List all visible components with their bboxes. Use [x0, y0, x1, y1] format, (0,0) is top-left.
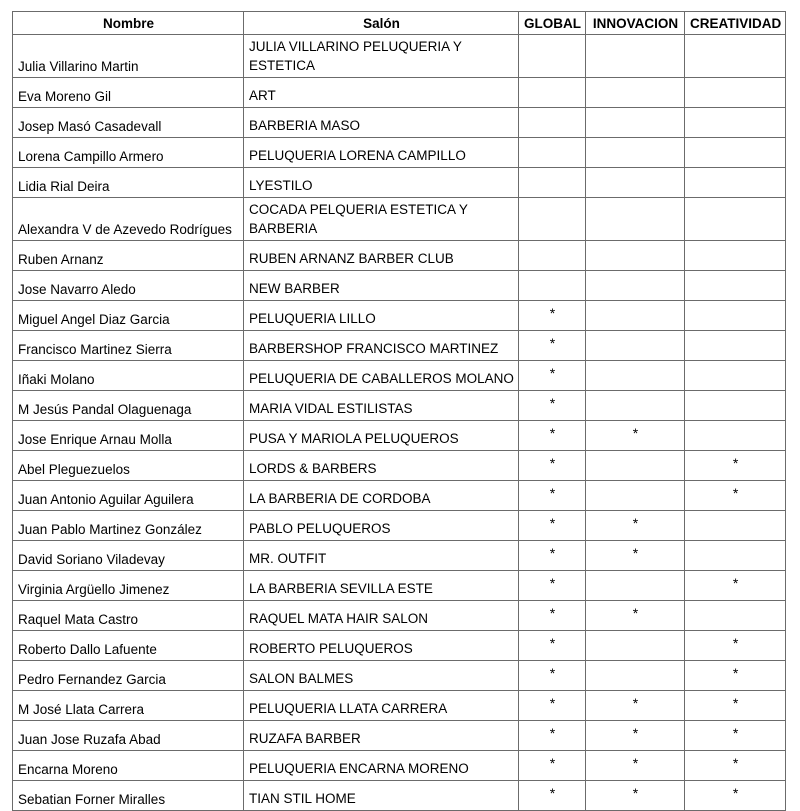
cell-innovacion [586, 571, 685, 601]
table-row [13, 301, 786, 331]
cell-innovacion [586, 241, 685, 271]
cell-global: * [519, 511, 586, 541]
header-creatividad: CREATIVIDAD [685, 12, 786, 35]
cell-innovacion [586, 78, 685, 108]
cell-nombre: Encarna Moreno [13, 751, 244, 781]
cell-nombre: Francisco Martinez Sierra [13, 331, 244, 361]
header-row [13, 12, 786, 35]
cell-global: * [519, 571, 586, 601]
cell-salon: RAQUEL MATA HAIR SALON [244, 601, 519, 631]
cell-global: * [519, 361, 586, 391]
cell-creatividad: * [685, 721, 786, 751]
cell-nombre: M José Llata Carrera [13, 691, 244, 721]
table-row [13, 571, 786, 601]
cell-global: * [519, 301, 586, 331]
header-salon: Salón [244, 12, 519, 35]
cell-creatividad [685, 541, 786, 571]
cell-creatividad [685, 198, 786, 241]
table-row [13, 108, 786, 138]
cell-creatividad: * [685, 661, 786, 691]
header-global: GLOBAL [519, 12, 586, 35]
cell-salon: NEW BARBER [244, 271, 519, 301]
table-row [13, 751, 786, 781]
cell-creatividad [685, 271, 786, 301]
cell-salon: PELUQUERIA ENCARNA MORENO [244, 751, 519, 781]
cell-innovacion [586, 271, 685, 301]
cell-nombre: Abel Pleguezuelos [13, 451, 244, 481]
cell-creatividad [685, 241, 786, 271]
cell-global: * [519, 601, 586, 631]
table-row [13, 35, 786, 78]
cell-global [519, 108, 586, 138]
cell-innovacion [586, 361, 685, 391]
cell-creatividad: * [685, 751, 786, 781]
table-row [13, 361, 786, 391]
cell-salon: JULIA VILLARINO PELUQUERIA Y ESTETICA [244, 35, 519, 78]
cell-creatividad [685, 138, 786, 168]
header-nombre: Nombre [13, 12, 244, 35]
table-row [13, 631, 786, 661]
cell-salon: LA BARBERIA SEVILLA ESTE [244, 571, 519, 601]
cell-innovacion [586, 108, 685, 138]
cell-creatividad [685, 78, 786, 108]
table-row [13, 78, 786, 108]
cell-salon: ART [244, 78, 519, 108]
cell-salon: LORDS & BARBERS [244, 451, 519, 481]
cell-creatividad [685, 108, 786, 138]
cell-salon: PELUQUERIA LORENA CAMPILLO [244, 138, 519, 168]
cell-salon: SALON BALMES [244, 661, 519, 691]
cell-innovacion: * [586, 721, 685, 751]
cell-nombre: Iñaki Molano [13, 361, 244, 391]
cell-salon: MR. OUTFIT [244, 541, 519, 571]
cell-nombre: Pedro Fernandez Garcia [13, 661, 244, 691]
cell-creatividad [685, 331, 786, 361]
cell-nombre: Miguel Angel Diaz Garcia [13, 301, 244, 331]
cell-nombre: David Soriano Viladevay [13, 541, 244, 571]
cell-global [519, 198, 586, 241]
cell-innovacion [586, 451, 685, 481]
cell-creatividad [685, 361, 786, 391]
cell-creatividad [685, 168, 786, 198]
cell-innovacion [586, 35, 685, 78]
cell-creatividad: * [685, 781, 786, 811]
cell-nombre: Raquel Mata Castro [13, 601, 244, 631]
cell-global [519, 35, 586, 78]
cell-salon: ROBERTO PELUQUEROS [244, 631, 519, 661]
table-row [13, 451, 786, 481]
cell-creatividad [685, 35, 786, 78]
cell-global: * [519, 691, 586, 721]
cell-innovacion [586, 331, 685, 361]
cell-creatividad [685, 391, 786, 421]
cell-creatividad: * [685, 571, 786, 601]
cell-global: * [519, 451, 586, 481]
cell-global: * [519, 391, 586, 421]
cell-creatividad: * [685, 451, 786, 481]
header-innovacion: INNOVACION [586, 12, 685, 35]
cell-innovacion [586, 631, 685, 661]
cell-global: * [519, 781, 586, 811]
cell-innovacion: * [586, 541, 685, 571]
cell-nombre: Sebatian Forner Miralles [13, 781, 244, 811]
cell-global [519, 271, 586, 301]
cell-nombre: Juan Antonio Aguilar Aguilera [13, 481, 244, 511]
cell-global: * [519, 481, 586, 511]
cell-salon: RUZAFA BARBER [244, 721, 519, 751]
table-body [13, 35, 786, 811]
cell-salon: BARBERSHOP FRANCISCO MARTINEZ [244, 331, 519, 361]
cell-innovacion [586, 138, 685, 168]
participants-table [12, 11, 786, 811]
cell-global: * [519, 661, 586, 691]
cell-salon: PELUQUERIA LLATA CARRERA [244, 691, 519, 721]
table-row [13, 601, 786, 631]
cell-innovacion: * [586, 421, 685, 451]
cell-salon: COCADA PELQUERIA ESTETICA Y BARBERIA [244, 198, 519, 241]
cell-global: * [519, 721, 586, 751]
cell-nombre: Alexandra V de Azevedo Rodrígues [13, 198, 244, 241]
cell-nombre: Lidia Rial Deira [13, 168, 244, 198]
cell-nombre: Juan Jose Ruzafa Abad [13, 721, 244, 751]
table-row [13, 691, 786, 721]
cell-nombre: Jose Enrique Arnau Molla [13, 421, 244, 451]
cell-nombre: Julia Villarino Martin [13, 35, 244, 78]
cell-salon: MARIA VIDAL ESTILISTAS [244, 391, 519, 421]
cell-global [519, 78, 586, 108]
table-row [13, 511, 786, 541]
cell-innovacion: * [586, 751, 685, 781]
cell-innovacion: * [586, 781, 685, 811]
cell-global [519, 241, 586, 271]
cell-nombre: Virginia Argüello Jimenez [13, 571, 244, 601]
cell-creatividad: * [685, 481, 786, 511]
table-row [13, 138, 786, 168]
cell-innovacion: * [586, 511, 685, 541]
cell-creatividad [685, 301, 786, 331]
cell-creatividad: * [685, 691, 786, 721]
table-row [13, 541, 786, 571]
table-row [13, 661, 786, 691]
cell-creatividad [685, 421, 786, 451]
cell-salon: PELUQUERIA LILLO [244, 301, 519, 331]
cell-nombre: Lorena Campillo Armero [13, 138, 244, 168]
cell-nombre: Juan Pablo Martinez González [13, 511, 244, 541]
cell-nombre: Jose Navarro Aledo [13, 271, 244, 301]
cell-global: * [519, 331, 586, 361]
table-row [13, 241, 786, 271]
cell-creatividad: * [685, 631, 786, 661]
cell-nombre: Eva Moreno Gil [13, 78, 244, 108]
table-row [13, 198, 786, 241]
cell-salon: LYESTILO [244, 168, 519, 198]
cell-creatividad [685, 601, 786, 631]
cell-innovacion: * [586, 691, 685, 721]
cell-innovacion [586, 481, 685, 511]
cell-salon: LA BARBERIA DE CORDOBA [244, 481, 519, 511]
cell-global: * [519, 421, 586, 451]
cell-salon: PUSA Y MARIOLA PELUQUEROS [244, 421, 519, 451]
cell-innovacion [586, 301, 685, 331]
cell-global [519, 138, 586, 168]
cell-global: * [519, 631, 586, 661]
table-row [13, 331, 786, 361]
cell-innovacion [586, 661, 685, 691]
table-row [13, 271, 786, 301]
cell-nombre: Roberto Dallo Lafuente [13, 631, 244, 661]
cell-innovacion: * [586, 601, 685, 631]
cell-salon: BARBERIA MASO [244, 108, 519, 138]
cell-innovacion [586, 168, 685, 198]
cell-salon: PELUQUERIA DE CABALLEROS MOLANO [244, 361, 519, 391]
cell-innovacion [586, 198, 685, 241]
cell-global [519, 168, 586, 198]
cell-nombre: Ruben Arnanz [13, 241, 244, 271]
table-row [13, 481, 786, 511]
table-row [13, 781, 786, 811]
table-row [13, 721, 786, 751]
cell-creatividad [685, 511, 786, 541]
cell-nombre: M Jesús Pandal Olaguenaga [13, 391, 244, 421]
cell-nombre: Josep Masó Casadevall [13, 108, 244, 138]
cell-innovacion [586, 391, 685, 421]
cell-salon: TIAN STIL HOME [244, 781, 519, 811]
cell-salon: PABLO PELUQUEROS [244, 511, 519, 541]
table-row [13, 391, 786, 421]
table-row [13, 168, 786, 198]
cell-global: * [519, 541, 586, 571]
cell-salon: RUBEN ARNANZ BARBER CLUB [244, 241, 519, 271]
cell-global: * [519, 751, 586, 781]
table-row [13, 421, 786, 451]
